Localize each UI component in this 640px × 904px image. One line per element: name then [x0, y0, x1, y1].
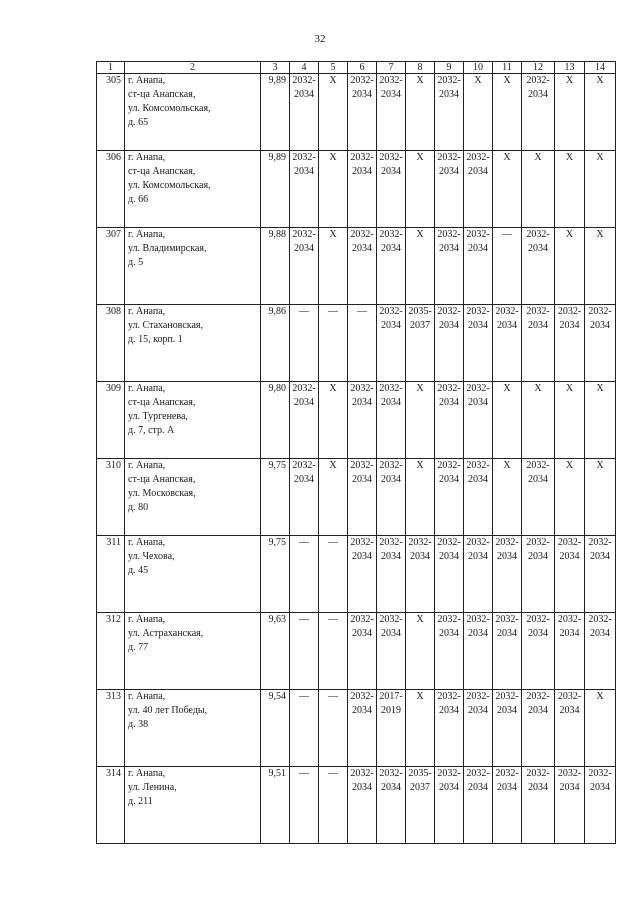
period-cell: 2032- 2034 — [555, 767, 585, 844]
period-cell: — — [319, 690, 348, 767]
address-line: ул. 40 лет Победы, — [128, 705, 208, 716]
period-cell: 2032- 2034 — [348, 690, 377, 767]
column-header: 11 — [493, 62, 522, 74]
period-cell: 2032- 2034 — [290, 382, 319, 459]
period-cell: — — [493, 228, 522, 305]
address-cell — [125, 151, 261, 228]
period-cell: 2032- 2034 — [348, 767, 377, 844]
value-cell: 9,89 — [261, 74, 290, 151]
address-cell — [125, 767, 261, 844]
period-cell: 2032- 2034 — [290, 151, 319, 228]
address-line: г. Анапа, — [128, 306, 166, 317]
column-header: 9 — [435, 62, 464, 74]
column-header: 12 — [522, 62, 555, 74]
period-cell: — — [319, 536, 348, 613]
period-cell: 2032- 2034 — [377, 613, 406, 690]
column-header: 13 — [555, 62, 585, 74]
address-line: ул. Астраханская, — [128, 628, 204, 639]
table-row — [97, 767, 616, 844]
period-cell: — — [290, 767, 319, 844]
table-row — [97, 382, 616, 459]
period-cell: X — [493, 459, 522, 536]
address-line: г. Анапа, — [128, 614, 166, 625]
column-header: 1 — [97, 62, 125, 74]
address-line: г. Анапа, — [128, 537, 166, 548]
period-cell: 2032- 2034 — [464, 613, 493, 690]
period-cell: 2032- 2034 — [522, 228, 555, 305]
period-cell: X — [464, 74, 493, 151]
period-cell: 2032- 2034 — [555, 613, 585, 690]
period-cell: — — [348, 305, 377, 382]
period-cell: 2032- 2034 — [377, 459, 406, 536]
period-cell: 2032- 2034 — [290, 228, 319, 305]
row-number-cell: 311 — [97, 536, 125, 613]
period-cell: 2032- 2034 — [493, 613, 522, 690]
period-cell: 2032- 2034 — [522, 305, 555, 382]
column-header: 8 — [406, 62, 435, 74]
period-cell: — — [319, 767, 348, 844]
row-number-cell: 314 — [97, 767, 125, 844]
address-line: г. Анапа, — [128, 383, 166, 394]
row-number-cell: 309 — [97, 382, 125, 459]
period-cell: X — [522, 151, 555, 228]
period-cell: X — [585, 151, 616, 228]
period-cell: — — [290, 305, 319, 382]
period-cell: 2032- 2034 — [522, 613, 555, 690]
period-cell: 2032- 2034 — [290, 74, 319, 151]
period-cell: X — [585, 690, 616, 767]
address-line: г. Анапа, — [128, 229, 166, 240]
row-number-cell: 313 — [97, 690, 125, 767]
table-body — [97, 74, 616, 844]
period-cell: 2032- 2034 — [377, 767, 406, 844]
period-cell: 2032- 2034 — [464, 767, 493, 844]
row-number-cell: 308 — [97, 305, 125, 382]
period-cell: 2032- 2034 — [464, 305, 493, 382]
table-row — [97, 228, 616, 305]
period-cell: 2032- 2034 — [585, 613, 616, 690]
address-line: ул. Стахановская, — [128, 320, 204, 331]
value-cell: 9,75 — [261, 536, 290, 613]
value-cell: 9,86 — [261, 305, 290, 382]
table-row — [97, 151, 616, 228]
period-cell: X — [319, 151, 348, 228]
period-cell: 2032- 2034 — [522, 690, 555, 767]
period-cell: X — [493, 151, 522, 228]
address-line: д. 211 — [128, 796, 153, 807]
period-cell: 2032- 2034 — [464, 151, 493, 228]
period-cell: 2032- 2034 — [555, 690, 585, 767]
period-cell: 2032- 2034 — [555, 305, 585, 382]
period-cell: X — [555, 459, 585, 536]
address-line: г. Анапа, — [128, 691, 166, 702]
address-line: г. Анапа, — [128, 768, 166, 779]
period-cell: 2032- 2034 — [348, 536, 377, 613]
period-cell: 2032- 2034 — [522, 459, 555, 536]
period-cell: X — [493, 382, 522, 459]
address-cell — [125, 305, 261, 382]
period-cell: X — [406, 690, 435, 767]
period-cell: 2032- 2034 — [377, 382, 406, 459]
row-number-cell: 310 — [97, 459, 125, 536]
period-cell: X — [585, 228, 616, 305]
period-cell: 2032- 2034 — [464, 228, 493, 305]
address-cell — [125, 459, 261, 536]
period-cell: 2032- 2034 — [493, 767, 522, 844]
period-cell: — — [319, 613, 348, 690]
row-number-cell: 312 — [97, 613, 125, 690]
period-cell: X — [406, 382, 435, 459]
address-line: г. Анапа, — [128, 152, 166, 163]
period-cell: 2032- 2034 — [435, 151, 464, 228]
address-cell — [125, 690, 261, 767]
period-cell: X — [555, 382, 585, 459]
value-cell: 9,54 — [261, 690, 290, 767]
address-cell — [125, 613, 261, 690]
address-line: ул. Владимирская, — [128, 243, 207, 254]
address-line: д. 77 — [128, 642, 149, 653]
period-cell: X — [555, 228, 585, 305]
address-line: ст-ца Анапская, — [128, 89, 196, 100]
period-cell: X — [319, 228, 348, 305]
address-line: д. 5 — [128, 257, 144, 268]
address-cell — [125, 382, 261, 459]
table-row — [97, 305, 616, 382]
period-cell: 2032- 2034 — [290, 459, 319, 536]
address-line: ул. Комсомольская, — [128, 180, 211, 191]
period-cell: 2032- 2034 — [435, 767, 464, 844]
address-line: д. 7, стр. А — [128, 425, 175, 436]
period-cell: 2032- 2034 — [377, 536, 406, 613]
period-cell: 2032- 2034 — [435, 74, 464, 151]
period-cell: X — [406, 613, 435, 690]
period-cell: 2032- 2034 — [377, 151, 406, 228]
address-cell — [125, 536, 261, 613]
period-cell: X — [319, 382, 348, 459]
period-cell: 2032- 2034 — [435, 382, 464, 459]
address-cell — [125, 228, 261, 305]
period-cell: 2032- 2034 — [377, 228, 406, 305]
row-number-cell: 307 — [97, 228, 125, 305]
period-cell: 2032- 2034 — [348, 228, 377, 305]
address-line: г. Анапа, — [128, 460, 166, 471]
period-cell: 2035- 2037 — [406, 305, 435, 382]
address-line: ул. Тургенева, — [128, 411, 188, 422]
value-cell: 9,89 — [261, 151, 290, 228]
period-cell: 2032- 2034 — [348, 151, 377, 228]
row-number-cell: 305 — [97, 74, 125, 151]
table-header — [97, 62, 616, 74]
column-header: 10 — [464, 62, 493, 74]
column-header: 4 — [290, 62, 319, 74]
period-cell: 2032- 2034 — [348, 74, 377, 151]
value-cell: 9,63 — [261, 613, 290, 690]
period-cell: X — [555, 74, 585, 151]
value-cell: 9,80 — [261, 382, 290, 459]
period-cell: — — [290, 536, 319, 613]
period-cell: 2035- 2037 — [406, 767, 435, 844]
address-line: ст-ца Анапская, — [128, 166, 196, 177]
address-line: ул. Чехова, — [128, 551, 175, 562]
period-cell: 2032- 2034 — [585, 305, 616, 382]
table-row — [97, 74, 616, 151]
address-line: д. 38 — [128, 719, 149, 730]
header-row — [97, 62, 616, 74]
register-table — [96, 61, 616, 844]
period-cell: 2032- 2034 — [435, 459, 464, 536]
period-cell: X — [522, 382, 555, 459]
column-header: 14 — [585, 62, 616, 74]
period-cell: 2032- 2034 — [435, 305, 464, 382]
period-cell: 2032- 2034 — [377, 305, 406, 382]
period-cell: 2032- 2034 — [464, 459, 493, 536]
period-cell: 2032- 2034 — [522, 536, 555, 613]
period-cell: 2032- 2034 — [435, 536, 464, 613]
table-row — [97, 613, 616, 690]
period-cell: 2032- 2034 — [348, 459, 377, 536]
period-cell: 2032- 2034 — [435, 613, 464, 690]
period-cell: 2032- 2034 — [464, 536, 493, 613]
address-line: д. 45 — [128, 565, 149, 576]
period-cell: X — [319, 459, 348, 536]
period-cell: X — [585, 382, 616, 459]
period-cell: — — [319, 305, 348, 382]
address-cell — [125, 74, 261, 151]
period-cell: — — [290, 690, 319, 767]
period-cell: 2032- 2034 — [377, 74, 406, 151]
column-header: 2 — [125, 62, 261, 74]
address-line: д. 80 — [128, 502, 149, 513]
period-cell: 2032- 2034 — [522, 767, 555, 844]
period-cell: 2032- 2034 — [493, 690, 522, 767]
period-cell: 2017- 2019 — [377, 690, 406, 767]
address-line: ст-ца Анапская, — [128, 474, 196, 485]
period-cell: 2032- 2034 — [464, 382, 493, 459]
value-cell: 9,75 — [261, 459, 290, 536]
column-header: 7 — [377, 62, 406, 74]
period-cell: 2032- 2034 — [464, 690, 493, 767]
column-header: 6 — [348, 62, 377, 74]
table-row — [97, 459, 616, 536]
period-cell: X — [585, 459, 616, 536]
table-row — [97, 690, 616, 767]
page-number: 32 — [314, 33, 326, 45]
value-cell: 9,88 — [261, 228, 290, 305]
period-cell: 2032- 2034 — [585, 767, 616, 844]
address-line: д. 15, корп. 1 — [128, 334, 183, 345]
period-cell: X — [555, 151, 585, 228]
period-cell: X — [406, 459, 435, 536]
period-cell: 2032- 2034 — [348, 613, 377, 690]
period-cell: X — [406, 151, 435, 228]
period-cell: 2032- 2034 — [555, 536, 585, 613]
address-line: ул. Комсомольская, — [128, 103, 211, 114]
address-line: д. 65 — [128, 117, 149, 128]
period-cell: 2032- 2034 — [585, 536, 616, 613]
address-line: д. 66 — [128, 194, 149, 205]
period-cell: 2032- 2034 — [493, 305, 522, 382]
table-row — [97, 536, 616, 613]
address-line: ул. Московская, — [128, 488, 196, 499]
period-cell: 2032- 2034 — [522, 74, 555, 151]
period-cell: 2032- 2034 — [493, 536, 522, 613]
value-cell: 9,51 — [261, 767, 290, 844]
address-line: г. Анапа, — [128, 75, 166, 86]
period-cell: X — [406, 74, 435, 151]
period-cell: 2032- 2034 — [348, 382, 377, 459]
period-cell: 2032- 2034 — [435, 690, 464, 767]
row-number-cell: 306 — [97, 151, 125, 228]
period-cell: 2032- 2034 — [435, 228, 464, 305]
address-line: ул. Ленина, — [128, 782, 177, 793]
period-cell: X — [493, 74, 522, 151]
period-cell: X — [319, 74, 348, 151]
address-line: ст-ца Анапская, — [128, 397, 196, 408]
period-cell: — — [290, 613, 319, 690]
period-cell: X — [585, 74, 616, 151]
period-cell: 2032- 2034 — [406, 536, 435, 613]
column-header: 3 — [261, 62, 290, 74]
period-cell: X — [406, 228, 435, 305]
column-header: 5 — [319, 62, 348, 74]
